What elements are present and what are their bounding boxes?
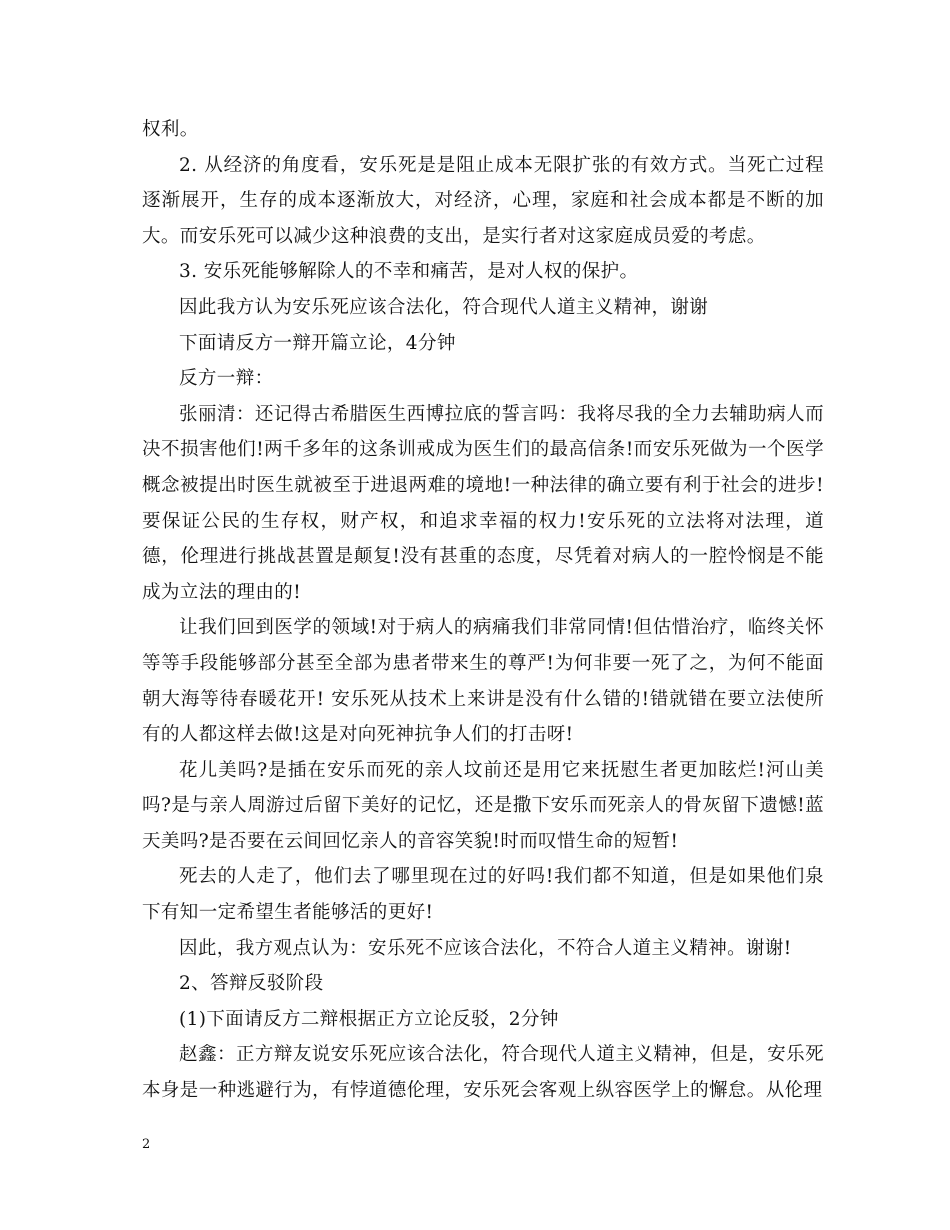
paragraph-speech-1: 张丽清：还记得古希腊医生西博拉底的誓言吗：我将尽我的全力去辅助病人而决不损害他们!两千多年的这条训戒成为医生们的最高信条!而安乐死做为一个医学概念被提出时医生就被至于进退两难的境地!一种法律的确立要有利于社会的进步!要保证公民的生存权，财产权，和追求幸福的权力!安乐死的立法将对法理，道德，伦理进行挑战甚置是颠复!没有甚重的态度，尽凭着对病人的一腔怜悯是不能成为立法的理由的! bbox=[142, 403, 824, 603]
paragraph-speaker-heading: 反方一辩： bbox=[179, 368, 274, 390]
section-heading: 2、答辩反驳阶段 bbox=[179, 973, 324, 995]
paragraph-continuation: 权利。 bbox=[142, 119, 199, 140]
paragraph-rebuttal-cue: (1)下面请反方二辩根据正方立论反驳，2分钟 bbox=[179, 1008, 559, 1030]
paragraph-speech-2: 让我们回到医学的领域!对于病人的病痛我们非常同情!但估惜治疗，临终关怀等等手段能够部分甚至全部为患者带来生的尊严!为何非要一死了之，为何不能面朝大海等待春暖花开! 安乐死从技术上来讲是没有什么错的!错就错在要立法使所有的人都这样去做!这是对向死神抗争人们的打击呀! bbox=[142, 617, 824, 746]
document-body bbox=[142, 112, 824, 1109]
paragraph-speech-3: 花儿美吗?是插在安乐而死的亲人坟前还是用它来抚慰生者更加眩烂!河山美吗?是与亲人周游过后留下美好的记忆，还是撒下安乐而死亲人的骨灰留下遗憾!蓝天美吗?是否要在云间回忆亲人的音容笑貌!时而叹惜生命的短暂! bbox=[142, 759, 824, 852]
paragraph-conclusion-negative: 因此，我方观点认为：安乐死不应该合法化，不符合人道主义精神。谢谢! bbox=[179, 937, 792, 959]
paragraph-point-2: 2. 从经济的角度看，安乐死是是阻止成本无限扩张的有效方式。当死亡过程逐渐展开，生存的成本逐渐放大，对经济，心理，家庭和社会成本都是不断的加大。而安乐死可以减少这种浪费的支出，是实行者对这家庭成员爱的考虑。 bbox=[142, 154, 824, 247]
paragraph-point-3: 3. 安乐死能够解除人的不幸和痛苦，是对人权的保护。 bbox=[179, 261, 639, 283]
page-number: 2 bbox=[142, 1137, 151, 1152]
paragraph-speech-4: 死去的人走了，他们去了哪里现在过的好吗!我们都不知道，但是如果他们泉下有知一定希望生者能够活的更好! bbox=[142, 866, 824, 924]
paragraph-moderator-cue: 下面请反方一辩开篇立论，4分钟 bbox=[179, 332, 456, 354]
paragraph-conclusion-affirmative: 因此我方认为安乐死应该合法化，符合现代人道主义精神，谢谢 bbox=[179, 296, 709, 318]
paragraph-rebuttal: 赵鑫：正方辩友说安乐死应该合法化，符合现代人道主义精神，但是，安乐死本身是一种逃避行为，有悖道德伦理，安乐死会客观上纵容医学上的懈怠。从伦理 bbox=[142, 1044, 824, 1102]
